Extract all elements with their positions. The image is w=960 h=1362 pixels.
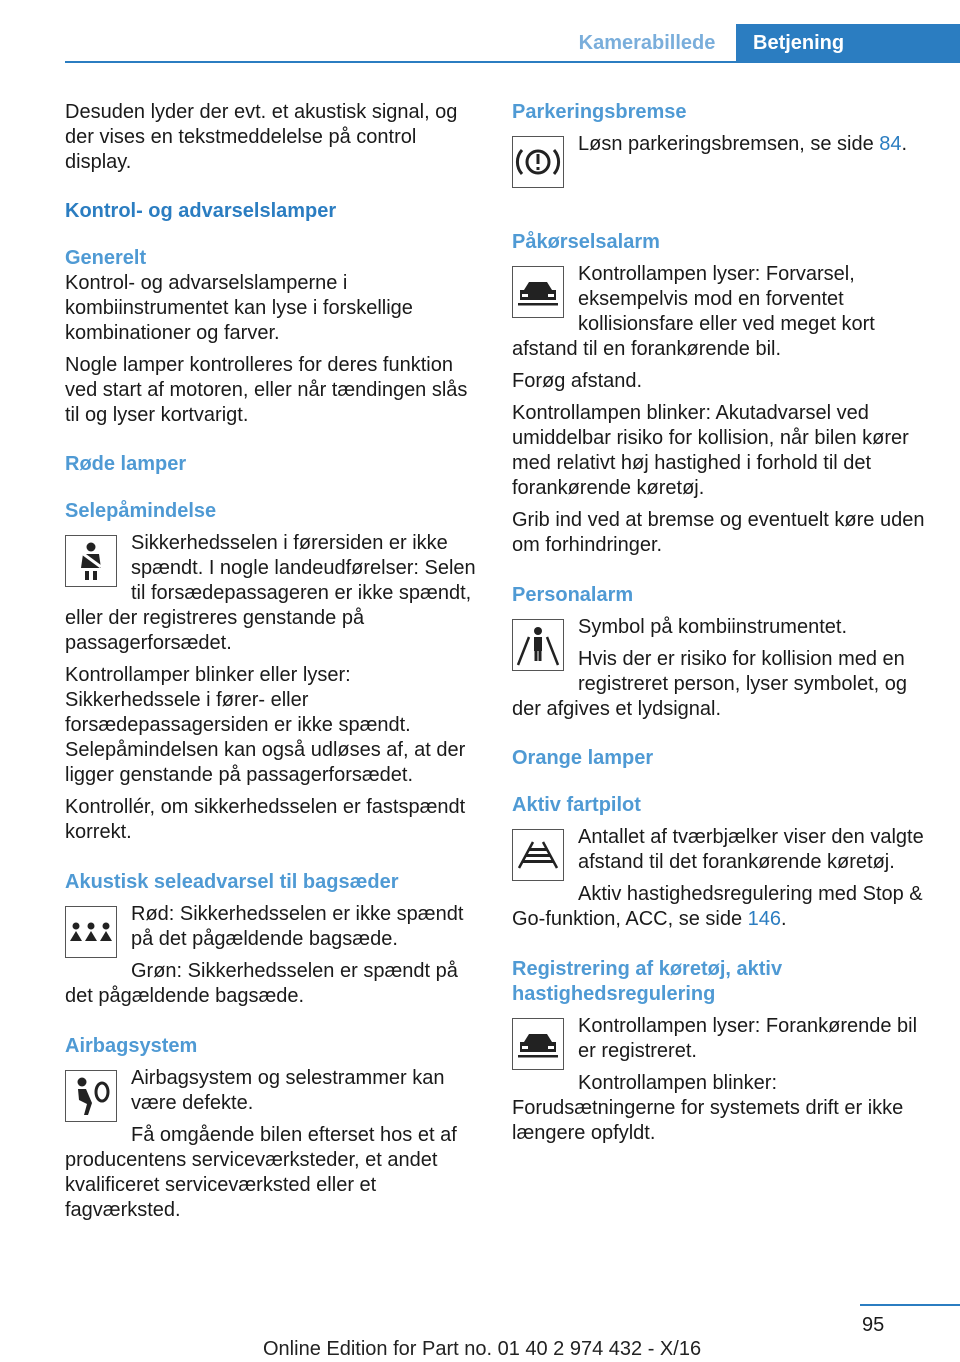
collision-warning-car-icon — [512, 266, 564, 318]
page-number: 95 — [862, 1314, 885, 1336]
seatbelt-icon — [65, 535, 117, 587]
airbag-paragraph-1: Airbagsystem og selestrammer kan være defekte. — [131, 1067, 445, 1114]
airbag-paragraph-2: Få omgående bilen efterset hos et af producentens serviceværksteder, et andet kvalificeret serviceværksted eller et fagværksted. — [65, 1124, 457, 1221]
distance-bars-icon — [512, 829, 564, 881]
aktiv-fartpilot-period: . — [781, 908, 787, 930]
parkeringsbremse-text: Løsn parkeringsbremsen, se side — [578, 133, 880, 155]
footer-rule — [860, 1304, 960, 1306]
selepamindelse-paragraph-1: Sikkerhedsselen i førersiden er ikke spændt. I nogle landeudførelser: Selen til forsædepassageren er ikke spændt, eller der registreres genstande på passagerforsædet. — [65, 532, 476, 654]
page-link-146[interactable]: 146 — [747, 908, 782, 930]
heading-akustisk-seleadvarsel: Akustisk seleadvarsel til bagsæder — [65, 871, 399, 893]
parkeringsbremse-period: . — [901, 133, 908, 155]
airbag-icon — [65, 1070, 117, 1122]
rear-seatbelt-icon — [65, 906, 117, 958]
parking-brake-icon — [512, 136, 564, 188]
pakorselsalarm-paragraph-1: Kontrollampen lyser: Forvarsel, eksempelvis mod en forventet kollisionsfare eller ved meget kort afstand til en forankørende bil. — [512, 263, 875, 360]
left-column — [65, 100, 483, 1223]
aktiv-fartpilot-paragraph-1: Antallet af tværbjælker viser den valgte afstand til det forankørende køretøj. — [578, 826, 924, 873]
heading-rode-lamper: Røde lamper — [65, 453, 187, 475]
intro-text: Desuden lyder der evt. et akustisk signal, og der vises en tekstmeddelelse på control display. — [65, 101, 458, 173]
registrering-paragraph-2: Kontrollampen blinker: Forudsætningerne for systemets drift er ikke længere opfyldt. — [512, 1072, 904, 1144]
selepamindelse-paragraph-3: Kontrollér, om sikkerhedsselen er fastspændt korrekt. — [65, 796, 466, 843]
pedestrian-warning-icon — [512, 619, 564, 671]
heading-parkeringsbremse: Parkeringsbremse — [512, 101, 687, 123]
right-column — [512, 100, 930, 1146]
selepamindelse-paragraph-2: Kontrollamper blinker eller lyser: Sikkerhedssele i fører- eller forsædepassagersiden er ikke spændt. Selepåmindelsen kan også udløses af, at der ligger genstande på passagerforsædet. — [65, 664, 466, 786]
page-link-84[interactable]: 84 — [879, 133, 902, 155]
heading-registrering-koretoj: Registrering af køretøj, aktiv hastighedsregulering — [512, 958, 783, 1005]
aktiv-fartpilot-text: Aktiv hastighedsregulering med Stop & Go-funktion, ACC, se side — [512, 883, 923, 930]
heading-orange-lamper: Orange lamper — [512, 747, 654, 769]
heading-selepamindelse: Selepåmindelse — [65, 500, 217, 522]
section-tab-kamerabillede[interactable]: Kamerabillede — [578, 32, 716, 54]
akustisk-paragraph-2: Grøn: Sikkerhedsselen er spændt på det pågældende bagsæde. — [65, 960, 458, 1007]
heading-pakorselsalarm: Påkørselsalarm — [512, 231, 660, 253]
heading-generelt: Generelt — [65, 247, 147, 269]
personalarm-paragraph-1: Symbol på kombiinstrumentet. — [578, 616, 848, 638]
personalarm-paragraph-2: Hvis der er risiko for kollision med en registreret person, lyser symbolet, og der afgives et lydsignal. — [512, 648, 908, 720]
heading-kontrol-advarselslamper: Kontrol- og advarselslamper — [65, 200, 337, 222]
pakorselsalarm-paragraph-3: Kontrollampen blinker: Akutadvarsel ved umiddelbar risiko for kollision, når bilen kører med relativt høj hastighed i forhold til det forankørende køretøj. — [512, 402, 909, 499]
vehicle-detected-car-icon — [512, 1018, 564, 1070]
pakorselsalarm-paragraph-2: Forøg afstand. — [512, 370, 643, 392]
aktiv-fartpilot-paragraph-2 — [512, 882, 930, 932]
registrering-paragraph-1: Kontrollampen lyser: Forankørende bil er registreret. — [578, 1015, 918, 1062]
heading-personalarm: Personalarm — [512, 584, 634, 606]
pakorselsalarm-paragraph-4: Grib ind ved at bremse og eventuelt køre uden om forhindringer. — [512, 509, 925, 556]
parkeringsbremse-paragraph — [512, 132, 930, 157]
akustisk-paragraph-1: Rød: Sikkerhedsselen er ikke spændt på det pågældende bagsæde. — [131, 903, 464, 950]
generelt-paragraph-2: Nogle lamper kontrolleres for deres funktion ved start af motoren, eller når tændingen slås til og lyser kortvarigt. — [65, 354, 468, 426]
section-tab-betjening[interactable]: Betjening — [736, 24, 960, 62]
generelt-paragraph-1: Kontrol- og advarselslamperne i kombiinstrumentet kan lyse i forskellige kombinationer og farver. — [65, 272, 413, 344]
edition-footer: Online Edition for Part no. 01 40 2 974 432 - X/16 — [263, 1338, 702, 1360]
heading-airbagsystem: Airbagsystem — [65, 1035, 198, 1057]
heading-aktiv-fartpilot: Aktiv fartpilot — [512, 794, 641, 816]
